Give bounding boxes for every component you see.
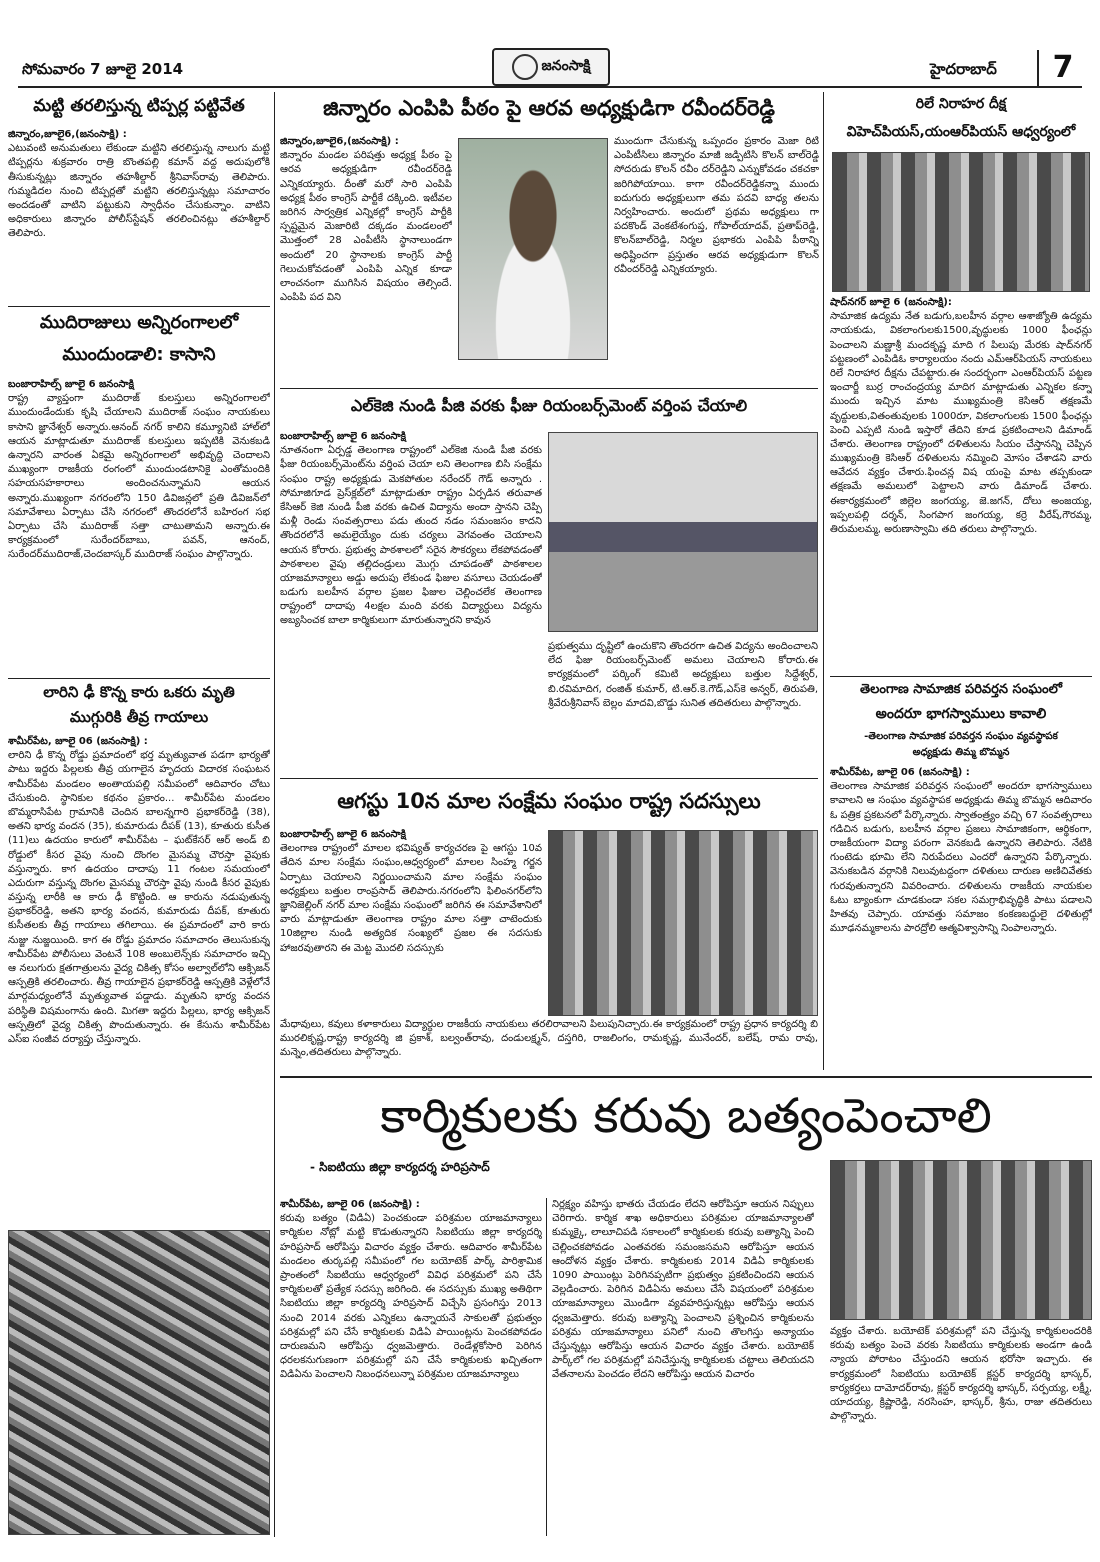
- article-fee-right: [548, 640, 818, 770]
- article-jinnaram-right: [614, 135, 819, 383]
- article-divider: [280, 1076, 1092, 1078]
- column-divider: [823, 92, 824, 1070]
- article-workers-col2: [552, 1198, 814, 1536]
- dateline: బంజారాహిల్స్ జూలై 6 జనంసాక్షి: [280, 431, 406, 442]
- fee-meeting-stage-photo: [548, 432, 818, 632]
- article-body: వ్యక్తం చేశారు. బయోటెక్ పరిశ్రమల్లో పని చేస్తున్న కార్మికులందరికి కరువు బత్యం పెంచె వరకు సిఐటియు కార్మికులకు అండగా ఉండి న్యాయ పోరాటం చేస్తుందని ఆయన భరోసా ఇచ్చారు. ఈ కార్యక్రమంలో సిఐటియు బయోటెక్ క్లస్టర్ కార్యదర్శి భాస్కర్, కార్యకర్తలు దామోదర్‌రావు, క్లస్టర్ కార్యదర్శి భాస్కర్, సర్పయ్య, లక్ష్మీ, యాదయ్య, క్రిష్ణారెడ్డి, నరసింహ, భాస్కర్, శ్రీను, రాజు తదితరులు పాల్గొన్నారు.: [830, 1326, 1092, 1423]
- article-divider: [8, 306, 270, 307]
- ravinder-reddy-portrait: [458, 138, 608, 360]
- dateline: బంజారాహిల్స్ జూలై 6 జనంసాక్షి: [8, 379, 134, 390]
- headline-mudiraj-2: ముందుండాలి: కాసాని: [62, 344, 216, 365]
- article-divider: [280, 778, 818, 779]
- article-body: ప్రభుత్వము దృష్టిలో ఉంచుకొని తొందరగా ఉచిత విద్యను అందించాలని లేద ఫిజు రియంబర్స్‌మెంట్ అమలు చెయాలని కోరారు.ఈ కార్యక్రమంలో పర్కింగ్ కమిటి అద్యక్షులు బత్తుల సిద్దేశ్వర్, బి.రవిమాదిగ, రంజిత్ కుమార్, టి.ఆర్.కె.గౌడ్,ఎస్‌కె అన్వర్, తిరుపతి, శ్రీవేరుశ్రీనివాస్ బెల్లం మాదవి,బొడ్డు సునిత తదితరులు పాల్గొన్నారు.: [548, 641, 818, 709]
- dateline: శామీర్‌పేట, జూలై 06 (జనంసాక్షి) :: [280, 1199, 420, 1210]
- hunger-strike-photo: [832, 152, 1090, 292]
- dateline: జిన్నారం,జూలై6,(జనంసాక్షి) :: [280, 136, 399, 147]
- article-accident: [8, 735, 270, 1227]
- article-body: కరువు బత్యం (విడిఏ) పెంచకుండా పరిశ్రమల యాజమాన్యాలు కార్మికుల నోట్లో మట్టి కొడుతున్నారని సిఐటియు జిల్లా కార్యదర్శి హరిప్రసాద్ ఆరోపిస్తు విచారం వ్యక్తం చేశారు. ఆదివారం శామీర్‌పేట మండలం తుర్కపల్లి సమీపంలో గల బయోటెక్ పార్క్ పారిశ్రామిక ప్రాంతంలో సిఐటియు ఆధ్వర్యంలో వివిధ పరిశ్రమలో పని చేసే కార్మికులతో ప్రత్యేక సదస్సు జరిగింది. ఈ సదస్సుకు ముఖ్య అతిథిగా సిఐటియు జిల్లా కార్యదర్శి హరిప్రసాద్ విచ్చేసి ప్రసంగిస్తు 2013 నుంచి 2014 వరకు ఎన్నికలు ఉన్నాయనే సాకులతో ప్రభుత్వం పరిశ్రమల్లో పని చేసే కార్మికులకు విడిఏ పాయింట్లను పెంచకపోవడం దారుణమని ఆరోపిస్తు ధ్వజమెత్తారు. రెండేళ్లకోసారి పెరిగిన ధరలకనుగుణంగా పరిశ్రమల్లో పని చేసే కార్మికులకు ఖచ్చితంగా విడిఏను పెంచాలని నిబంధనలున్నా పరిశ్రమల యాజమాన్యాలు: [280, 1213, 542, 1381]
- headline-workers: కార్మికులకు కరువు బత్యంపెంచాలి: [380, 1088, 992, 1144]
- mala-meeting-photo: [548, 830, 818, 1016]
- article-workers-col3: [830, 1325, 1092, 1536]
- headline-social-2: అందరూ భాగస్వాములు కావాలి: [875, 706, 1047, 722]
- article-body: జిన్నారం మండల పరిషత్తు అధ్యక్ష పీఠం పై ఆరవ అధ్యక్షుడిగా రవీందర్‌రెడ్డి ఎన్నికయ్యారు. దీంతో మరో సారి ఎంపిపి అధ్యక్ష పీఠం కాంగ్రెస్ పార్టీకే దక్కింది. ఇటీవల జరిగిన సార్వత్రిక ఎన్నికల్లో కాంగ్రెస్ పార్టీకి స్పష్టమైన మెజారిటి దక్కడం మండలంలో మొత్తంలో 28 ఎంపీటీసి స్థానాలుండగా అందులో 20 స్థానాలకు కాంగ్రెస్ పార్టీ గెలుచుకోవడంతో ఎంపిపి ఎన్నిక కూడా లాంచనంగా ముగిసిన విషయం తెల్సిందే. ఎంపిపి పద విని: [280, 150, 452, 304]
- citu-workers-photo: [830, 1160, 1092, 1320]
- article-fee-left: [280, 430, 542, 770]
- masthead-rule: [18, 86, 1082, 88]
- headline-mala: ఆగస్టు 10న మాల సంక్షేమ సంఘం రాష్ట్ర సదస్సులు: [337, 789, 761, 813]
- article-body: లారిని ఢీ కొన్న రోడ్డు ప్రమాదంలో భర్త మృత్యువాత పడగా భార్యతో పాటు ఇద్దరు పిల్లలకు తీవ్ర యగాలైన హృదయ విదారక సంఘటన శామీర్‌పేట మండలం అంతాయపల్లి సమీపంలో ఆదివారం చోటు చేసుకుంది. స్థానికుల కథనం ప్రకారం... శామీర్‌పేట మండలం బొమ్మరాసిపేట గ్రామానికి చెందిన బాలన్నగారి ప్రభాకర్‌రెడ్డి (38), అతని భార్య వందన (35), కుమారుడు దీపక్ (13), కూతురు కుసీత (11)లు ఉదయం కారులో శామీర్‌పేట – ఘట్‌కేసర్ ఆర్ అండ్ బి రోడ్డులో కీసర వైపు నుంచి దొంగల మైసమ్మ చౌరస్తా వైపుకు వస్తున్నారు. కాగ ఉదయం దాదాపు 11 గంటల సమయంలో ఎదురుగా వస్తున్న దొంగల మైసమ్మ చౌరస్తా వైపు నుండి కీసర వైపుకు వస్తున్న లారీకి ఆ కారు ఢీ కొట్టింది. ఆ కారును నడుపుతున్న ప్రభాకర్‌రెడ్డి, అతని భార్య వందన, కుమారుడు దీపక్, కూతురు కుసీతలకు తీవ్ర గాయాలు తగిలాయి. ఈ ప్రమాదంలో వారి కారు నుజ్జు నుజ్జయింది. కాగ ఈ రోడ్డు ప్రమాదం సమాచారం తెలుసుకున్న శామీర్‌పేట పోలీసులు వెంటనే 108 అంబులెన్స్‌కు సమాచారం ఇచ్చి ఆ నలుగురు క్షతగాత్రులను వైద్య చికిత్స కోసం అల్వాల్‌లోని ఆక్సిజన్ ఆస్పత్రికి తరలించారు. తీవ్ర గాయాలైన ప్రభాకర్‌రెడ్డి ఆస్పత్రికి వెళ్లేలోనే మార్గమధ్యంలోనే మృత్యువాత పడ్డాడు. మృతుని భార్య వందన పరిస్థితి విషమంగాను ఉంది. మిగతా ఇద్దరు పిల్లలు, భార్య ఆక్సిజన్ ఆస్పత్రిలో వైద్య చికిత్స పొందుతున్నారు. ఈ కేసును శామీర్‌పేట ఎస్ఐ సంజీవ దర్యాప్తు చేస్తున్నారు.: [8, 750, 270, 1045]
- article-body: నూతనంగా ఏర్పడ్డ తెలంగాణ రాష్ట్రంలో ఎల్‌కెజి నుండి పీజి వరకు ఫీజు రియంబర్స్‌మెంట్‌ను వర్తింప చెయా లని తెలంగాణ బిసి సంక్షేమ సంఘం రాష్ట్ర అధ్యక్షుడు మెకపోతుల నరేందర్ గౌడ్ అన్నారు . సోమాజిగూడ ప్రెస్‌క్లబ్‌లో మాట్లాడుతూ రాష్ట్రం ఏర్పడిన తరువాత కేసిఆర్ కెజి నుండి పీజి వరకు ఉచిత విద్యాను అందా స్తానని చెప్పి మళ్లీ రెండు సంవత్సరాలు పడు తుంద నడం సమంజసం కాదని తొందరలోనే అమలైయ్యేం దుకు చర్యలు వెగవంతం చెయాలని ఆయన కోరారు. ప్రభుత్వ పాఠశాలలో సరైన సౌకర్యలు లేకపోవడంతో పాఠశాలల వైపు తల్లిదండ్రులు మొగ్గు చూపడంతో పాఠశాలల యాజమాన్యాలు అడ్డు అదుపు లేకుండ ఫిజుల వసూలు చెయడంతో బడుగు బలహీన వర్గాల ప్రజల ఫిజుల చెల్లించలేక తెలంగాణ రాష్ట్రంలో దాదాపు 4లక్షల మంది వరకు విద్యార్ధులు విద్యను అబ్యసించక బాలా కార్మికులుగా మారుతున్నారని కావున: [280, 445, 542, 627]
- dateline: శామీర్‌పేట, జూలై 06 (జనంసాక్షి) :: [830, 767, 970, 778]
- dateline: జిన్నారం,జూలై6,(జనంసాక్షి) :: [8, 129, 127, 140]
- edition-city: హైదరాబాద్: [930, 60, 997, 78]
- byline-workers: - సిఐటియు జిల్లా కార్యదర్శ హరిప్రసాద్: [310, 1160, 490, 1174]
- article-body: నిర్లక్ష్యం వహిస్తు భాతరు చేయడం లేదని ఆరోపిస్తూ ఆయన నిప్పులు చెరిగారు. కార్మిక శాఖ అధికారులు పరిశ్రమల యాజమాన్యాలతో కుమ్మక్కై, లాలూచిపడి సకాలంలో కార్మికులకు కరువు బత్యాన్ని పెంచి చెల్లించకపోవడం ఎంతవరకు సమంజసమని ఆరోపిస్తూ ఆయన ఆందోళన వ్యక్తం చేశారు. కార్మికులకు 2014 విడిఏ కార్మికులకు 1090 పాయింట్లు పెరిగినప్పటిగా ప్రభుత్వం ప్రకటించిందని ఆయన వెల్లడించారు. పెరిగిన విడిఏను అమలు చేసే విషయంలో పరిశ్రమల యాజమాన్యాలు మొండిగా వ్యవహరిస్తున్నట్లు ఆరోపిస్తు ఆయన ధ్వజమెత్తారు. కరువు బత్యాన్ని పెంచాలని ప్రశ్నించిన కార్మికులను పరిశ్రమ యాజమాన్యాలు పనిలో నుంచి తొలగిస్తు అన్యాయం చేస్తున్నట్లు ఆరోపిస్తు ఆయన విచారం వ్యక్తం చేశారు. బయోటెక్ పార్క్‌లో గల పరిశ్రమల్లో పనిచేస్తున్న కార్మికులకు చట్టాలు తెలియదని వేతనాలను పెంచడం లేదని ఆరోపిస్తు ఆయన విచారం: [552, 1199, 814, 1381]
- article-hunger: [830, 296, 1092, 672]
- newspaper-logo: [492, 48, 610, 86]
- article-body: సామాజిక ఉద్యమ నేత బడుగు,బలహీన వర్గాల ఆశాజ్యోతి ఉద్యమ నాయకుడు, వికలాంగులకు1500,వృద్ధులకు 1000 ఫీంఛన్లు పెంచాలని మణ్ణాశ్రీ మందకృష్ణ మాది గ పిలుపు మేరకు షాద్‌నగర్ పట్టణంలో ఎంపిడిఓ కార్యాలయం నందు ఎమ్ఆర్‌పియస్ నాయకులు రిలే నిరాహార దీక్షను చేపట్టారు.ఈ సందర్భంగా ఎంఆర్‌పియస్ పట్టణ ఇంచార్జీ బుర్ర రాంచంద్రయ్య మాదిగ మాట్లాడుతు ఎన్నికల కన్నా ముందు ఇచ్చిన మాట ముఖ్యమంత్రి కెసిఆర్ తక్షణమే వృద్దులకు,వితంతువులకు 1000రూ, వికలాంగులకు 1500 ఫీంఛన్లు పెంచి ఎప్పటి నుండి ఇస్తారో తేదిని కూడ ప్రకటించాలని డిమాండ్ చేశారు. తెలంగాణ రాష్ట్రంలో దళితులను సియం చేస్తానన్ని చెప్పిన ముఖ్యమంత్రి కెసిఆర్ దళితులను నమ్మించి మోసం చేశాడని వారు ఆవేదన వ్యక్తం చేశారు.ఫించన్ల విష యంపై మాట తప్పకుండా తక్షణమే అమలులో పెట్టాలని వారు డిమాండ్ చేశారు. ఈకార్యక్రమంలో జిల్లెల జంగయ్య, జె.జగన్, దోలు అంజయ్య, ఇప్పలపల్లి దర్శన్, సింగపాగ జంగయ్య, కర్రె వీరేష్,గౌరమ్మ, తిరుమలమ్మ, అరుణాస్వామి తది తరులు పాల్గొన్నారు.: [830, 311, 1092, 535]
- dateline: షాద్‌నగర్ జూలై 6 (జనంసాక్షి):: [830, 297, 952, 308]
- article-mala-left: [280, 828, 542, 1016]
- page-number-divider: [1037, 50, 1039, 86]
- headline-tippers: మట్టి తరలిస్తున్న టిప్పర్ల పట్టివేత: [33, 96, 245, 116]
- dateline: శామీర్‌పేట, జూలై 06 (జనంసాక్షి) :: [8, 736, 148, 747]
- article-divider: [280, 388, 818, 389]
- article-divider: [8, 678, 270, 679]
- headline-accident-2: ముగ్గురికి తీవ్ర గాయాలు: [69, 708, 209, 726]
- article-body: మేధావులు, కవులు కళాకారులు విద్యార్ధుల రాజకీయ నాయకులు తరలిరావాలని పిలుపునిచ్చారు.ఈ కార్యక్రమంలో రాష్ట్ర ప్రధాన కార్యదర్శి బి మురలికృష్ణ,రాష్ట్ర కార్యదర్శి జి ప్రకాశ్, బల్వంత్‌రావు, దండులక్ష్మన్, దస్తగిరి, రాజలింగం, రామకృష్ణ, మునేందర్, బలేష్, రామ రావు, మన్నెం,తదితరులు పాల్గొన్నారు.: [280, 1019, 818, 1059]
- article-jinnaram-left: [280, 135, 452, 383]
- byline-social-1: -తెలంగాణ సామాజిక పరివర్తన సంఘం వ్యవస్థాపక: [864, 731, 1058, 742]
- article-mala-bottom: [280, 1018, 818, 1068]
- article-tippers: [8, 128, 270, 303]
- headline-mudiraj-1: ముదిరాజులు అన్నిరంగాలలో: [39, 312, 239, 333]
- article-body: తెలంగాణ రాష్ట్రంలో మాలల భవిష్యత్ కార్యచరణ పై ఆగస్టు 10వ తేదిన మాల సంక్షేమ సంఘం,ఆధ్వర్యంలో మాలల సింహ్మ గర్జన ఏర్పాటు చెయాలని నిర్ణయించామని మాల సంక్షేమ సంఘం అధ్యక్షులు బత్తుల రాంప్రసాద్ తెలిపారు.నగరంలోని ఫిలింనగర్‌లోని జ్ఞానిజెల్లింగ్ నగర్ మాల సంక్షేమ సంఘంలో జరిగిన ఈ సమావేశానిలో వారు మాట్లాడుతూ తెలంగాణ రాష్ట్రం మాల సత్తా చాటెందుకు 10జిల్లాల నుండి అత్యదిక సంఖ్యలో ప్రజల ఈ సదసుకు హాజరవుతారని ఈ మెట్ట మొదలి సదస్సుకు: [280, 843, 542, 954]
- headline-hunger-2: విహెచ్‌పియస్,యంఆర్‌పియస్ ఆధ్వర్యంలో: [846, 124, 1076, 140]
- article-workers-col1: [280, 1198, 542, 1536]
- article-body: రాష్ట్ర వ్యాప్తంగా ముదిరాజ్ కులస్తులు అన్నిరంగాలలో ముందుండేందుకు కృషి చేయాలని ముదిరాజ్ సంఘం నాయకులు కాసాని జ్ఞానేశ్వర్ అన్నారు.ఆనంద్ నగర్ కాలిని కమ్యూనిటి హాల్‌లో ఆయన మాట్లాడుతూ ముదిరాజ్ కులస్తులు ఇప్పటికి వెనుకబడి ఉన్నారని వారంత ఏకమై అన్నిరంగాలలో అభివృద్ది చెందాలని ముఖ్యంగా రాజకీయ రంగంలో ముందుండటానికై ఎంతోమందికి సహయసహకారాలు అందించనున్నామని ఆయన అన్నారు.ముఖ్యంగా నగరంలోని 150 డివిజన్లలో ప్రతి డివిజన్‌లో సమావేశాలు ఏర్పాటు చేసి నగరంలో తొందరలోనే బహిరంగ సభ ఏర్పాటు చేసి ముదిరాజ్ సత్తా చాటుతామని అన్నారు.ఈ కార్యక్రమంలో సురేందర్‌బాబు, పవన్, ఆనంద్, సురేందర్‌ముదిరాజ్,చెందబాస్కర్ ముదిరాజ్ సంఘం పాల్గొన్నారు.: [8, 393, 270, 561]
- headline-accident-1: లారిని ఢీ కొన్న కారు ఒకరు మృతి: [43, 683, 235, 701]
- issue-date: సోమవారం 7 జూలై 2014: [22, 60, 184, 78]
- logo-text: జనంసాక్షి: [541, 57, 591, 74]
- column-divider: [274, 92, 275, 1537]
- article-body: ముందుగా చేసుకున్న ఒప్పందం ప్రకారం మెజా రిటి ఎంపిటీసిలు జిన్నారం మాజీ జడ్పిటిసి కొలన్ బాల్‌రెడ్డి సోదరుడు కొలన్ రవీం దర్‌రెడ్డిని ఎన్నుకోవడం చకచకా జరిగిపోయాయి. కాగా రవీందర్‌రెడ్డికన్నా ముందు ఐదుగురు అధ్యక్షులుగా తమ పదవి బాధ్య తలను నిర్వహించారు. అందులో ప్రథమ అధ్యక్షులు గా పదకొండ్ వెంకటేశంగుప్త, గోపాల్‌యాదవ్, ప్రతాప్‌రెడ్డి, కొలన్‌బాల్‌రెడ్డి, నిర్మల ప్రభాకరు ఎంపిపి పీఠాన్ని అధిష్టించగా ప్రస్తుతం ఆరవ అధ్యక్షుడుగా కొలన్ రవీందర్‌రెడ్డి ఎన్నికయ్యారు.: [614, 136, 819, 275]
- dateline: బంజారాహిల్స్ జూలై 6 జనంసాక్షి: [280, 829, 406, 840]
- headline-hunger-1: రిలే నిరాహర దీక్ష: [915, 96, 1007, 112]
- headline-fee-reimbursement: ఎల్‌కెజి నుండి పీజి వరకు ఫీజు రియంబర్స్‌మెంట్ వర్తింప చేయాలి: [350, 396, 748, 415]
- article-body: తెలంగాణ సామాజిక పరివర్తన సంఘంలో అందరూ భాగస్వాములు కావాలని ఆ సంఘం వ్యవస్థాపక అధ్యక్షుడు తిమ్మ బొమ్మన ఆదివారం ఓ పత్రిక ప్రకటనలో పేర్కొన్నారు. స్వాతంత్ర్యం వచ్చి 67 సంవత్సరాలు గడిచిన బడుగు, బలహీన వర్గాల ప్రజలు సామాజికంగా, ఆర్థికంగా, రాజకీయంగా విద్యా పరంగా వెనకబడి ఉన్నారని తెలిపారు. నేటికి గుంటెడు భూమి లేని నిరుపేదలు ఎందరో ఉన్నారని పేర్కొన్నారు. వెనుకబడిన వర్గానికి నిలువుటద్దంగా దళితులు దారుణ అణిచివేతకు గురవుతున్నారని వివరించారు. దళితులను రాజకీయ నాయకుల ఓటు బ్యాంకుగా చూడకుండా సకల సమగ్రాభివృద్ధికి పాటు పడాలని హితవు చెప్పారు. యావత్తు సమాజం కంకణబద్ధులై దళితుల్లో మూఢనమ్మకాలను పారద్రోలి ఆత్మవిశ్వాసాన్ని నింపాలన్నారు.: [830, 781, 1092, 935]
- page-number: 7: [1052, 50, 1074, 85]
- headline-social-1: తెలంగాణ సామాజిక పరివర్తన సంఘంలో: [860, 682, 1062, 697]
- logo-emblem-icon: [512, 54, 538, 80]
- article-mudiraj: [8, 378, 270, 676]
- article-body: ఎటువంటి అనుమతులు లేకుండా మట్టిని తరలిస్తున్న నాలుగు మట్టి టిప్పర్లను శుక్రవారం రాత్రి బొంతపల్లి కమాన్ వద్ద అదుపులోకి తీసుకున్నట్లు జిన్నారం తహశీల్దార్ శ్రీనివాస్‌రావు తెలిపారు. గుమ్మడిదల నుంచి టిప్పర్లతో మట్టిని తరలిస్తున్నట్లు సమాచారం అందడంతో వాటిని పట్టుకుని స్వాధీనం చేసుకున్నాం. వాటిని అధికారులు జిన్నారం పోలీస్‌స్టేషన్ తరలించినట్లు తహశీల్దార్ తెలిపారు.: [8, 143, 270, 240]
- accident-car-photo: [8, 1230, 270, 1535]
- headline-jinnaram: జిన్నారం ఎంపిపి పీఠం పై ఆరవ అధ్యక్షుడిగా రవీందర్‌రెడ్డి: [323, 96, 775, 120]
- article-divider: [830, 676, 1092, 677]
- column-divider: [546, 1198, 547, 1536]
- article-social: [830, 766, 1092, 1068]
- masthead: [0, 0, 1100, 90]
- byline-social-2: అధ్యక్షుడు తిమ్మ బొమ్మన: [912, 747, 1010, 758]
